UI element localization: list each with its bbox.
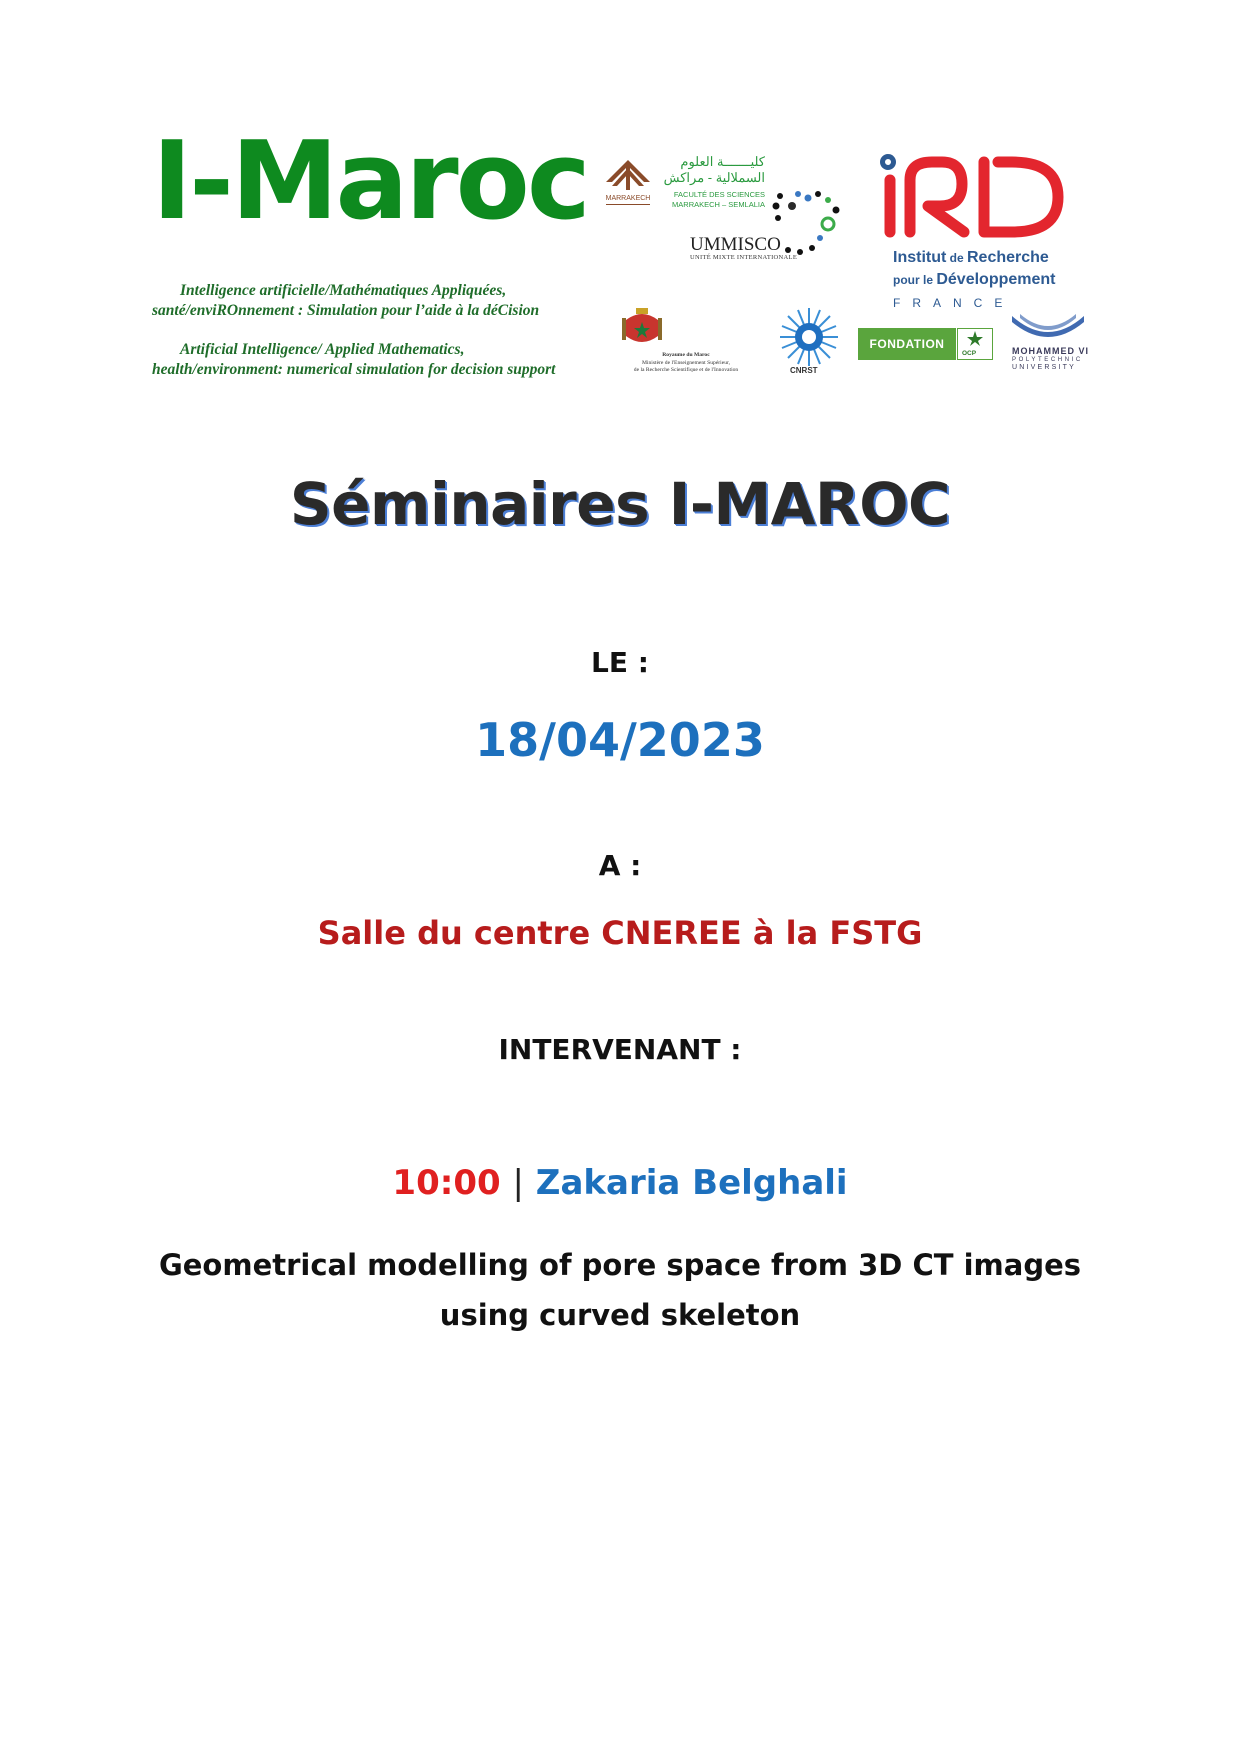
brand-logo: I-Maroc: [152, 119, 588, 244]
fss-arabic-line2: السملالية - مراكش: [663, 170, 765, 185]
tagline-english-line2: health/environment: numerical simulation for decision support: [152, 361, 556, 378]
morocco-coat-of-arms-icon: [620, 306, 664, 350]
um6p-line3: UNIVERSITY: [1012, 364, 1077, 371]
ministry-line3: de la Recherche Scientifique et de l'Innovation: [633, 367, 739, 373]
talk-schedule: [0, 1163, 1240, 1203]
ird-logo-icon: [880, 150, 1070, 245]
talk-title: [0, 1240, 1240, 1340]
ird-name-line2: [893, 271, 1055, 289]
ird-word-de: de: [946, 251, 967, 265]
ocp-star-icon: [958, 329, 992, 347]
fss-french-line2: MARRAKECH – SEMLALIA: [672, 200, 765, 209]
fss-arabic-line1: كليـــــــة العلوم: [680, 154, 765, 169]
ird-country: FRANCE: [893, 296, 1015, 310]
tagline-french-line2: santé/enviROnnement : Simulation pour l’aide à la déCision: [152, 302, 540, 319]
tagline-french: [152, 281, 539, 321]
talk-time: 10:00: [392, 1163, 501, 1203]
seminar-title: Séminaires I-MAROC: [289, 470, 951, 538]
seminar-date: 18/04/2023: [475, 713, 765, 767]
date-label: LE :: [591, 646, 649, 679]
talk-title-line1: Geometrical modelling of pore space from 3D CT images: [158, 1248, 1082, 1282]
fss-french-line1: FACULTÉ DES SCIENCES: [673, 190, 765, 199]
fss-emblem-text: MARRAKECH: [605, 195, 651, 202]
place-label: A :: [598, 849, 642, 882]
tagline-english: [152, 340, 556, 380]
ocp-name: OCP: [962, 350, 977, 357]
seminar-venue: Salle du centre CNEREE à la FSTG: [317, 914, 923, 952]
ummisco-subtitle: UNITÉ MIXTE INTERNATIONALE: [690, 254, 798, 261]
cnrst-name: CNRST: [790, 366, 818, 375]
ummisco-name: UMMISCO: [690, 234, 781, 255]
separator: |: [512, 1163, 524, 1203]
um6p-line2: POLYTECHNIC: [1012, 357, 1083, 363]
ird-word-pour-le: pour le: [893, 273, 937, 287]
ministry-line1: Royaume du Maroc: [662, 352, 710, 358]
talk-title-line2: using curved skeleton: [439, 1298, 801, 1332]
um6p-wave-icon: [1010, 312, 1086, 346]
ministry-name: [612, 352, 760, 375]
fondation-badge: FONDATION: [858, 328, 956, 360]
ird-word-developpement: Développement: [936, 271, 1056, 288]
speaker-label: INTERVENANT :: [498, 1033, 742, 1066]
ird-word-recherche: Recherche: [967, 249, 1049, 266]
tagline-english-line1: Artificial Intelligence/ Applied Mathematics,: [180, 341, 465, 358]
fss-french-name: [660, 190, 765, 210]
fss-arabic-name: [660, 154, 765, 186]
ministry-line2: Ministère de l'Enseignement Supérieur,: [641, 359, 731, 366]
tagline-french-line1: Intelligence artificielle/Mathématiques Appliquées,: [180, 282, 507, 299]
ird-word-institut: Institut: [893, 249, 947, 266]
fss-emblem-icon: [598, 152, 658, 222]
ird-name-line1: [893, 249, 1049, 267]
speaker-name: Zakaria Belghali: [535, 1163, 848, 1203]
um6p-line1: MOHAMMED VI: [1012, 346, 1089, 356]
cnrst-starburst-icon: [778, 306, 840, 368]
